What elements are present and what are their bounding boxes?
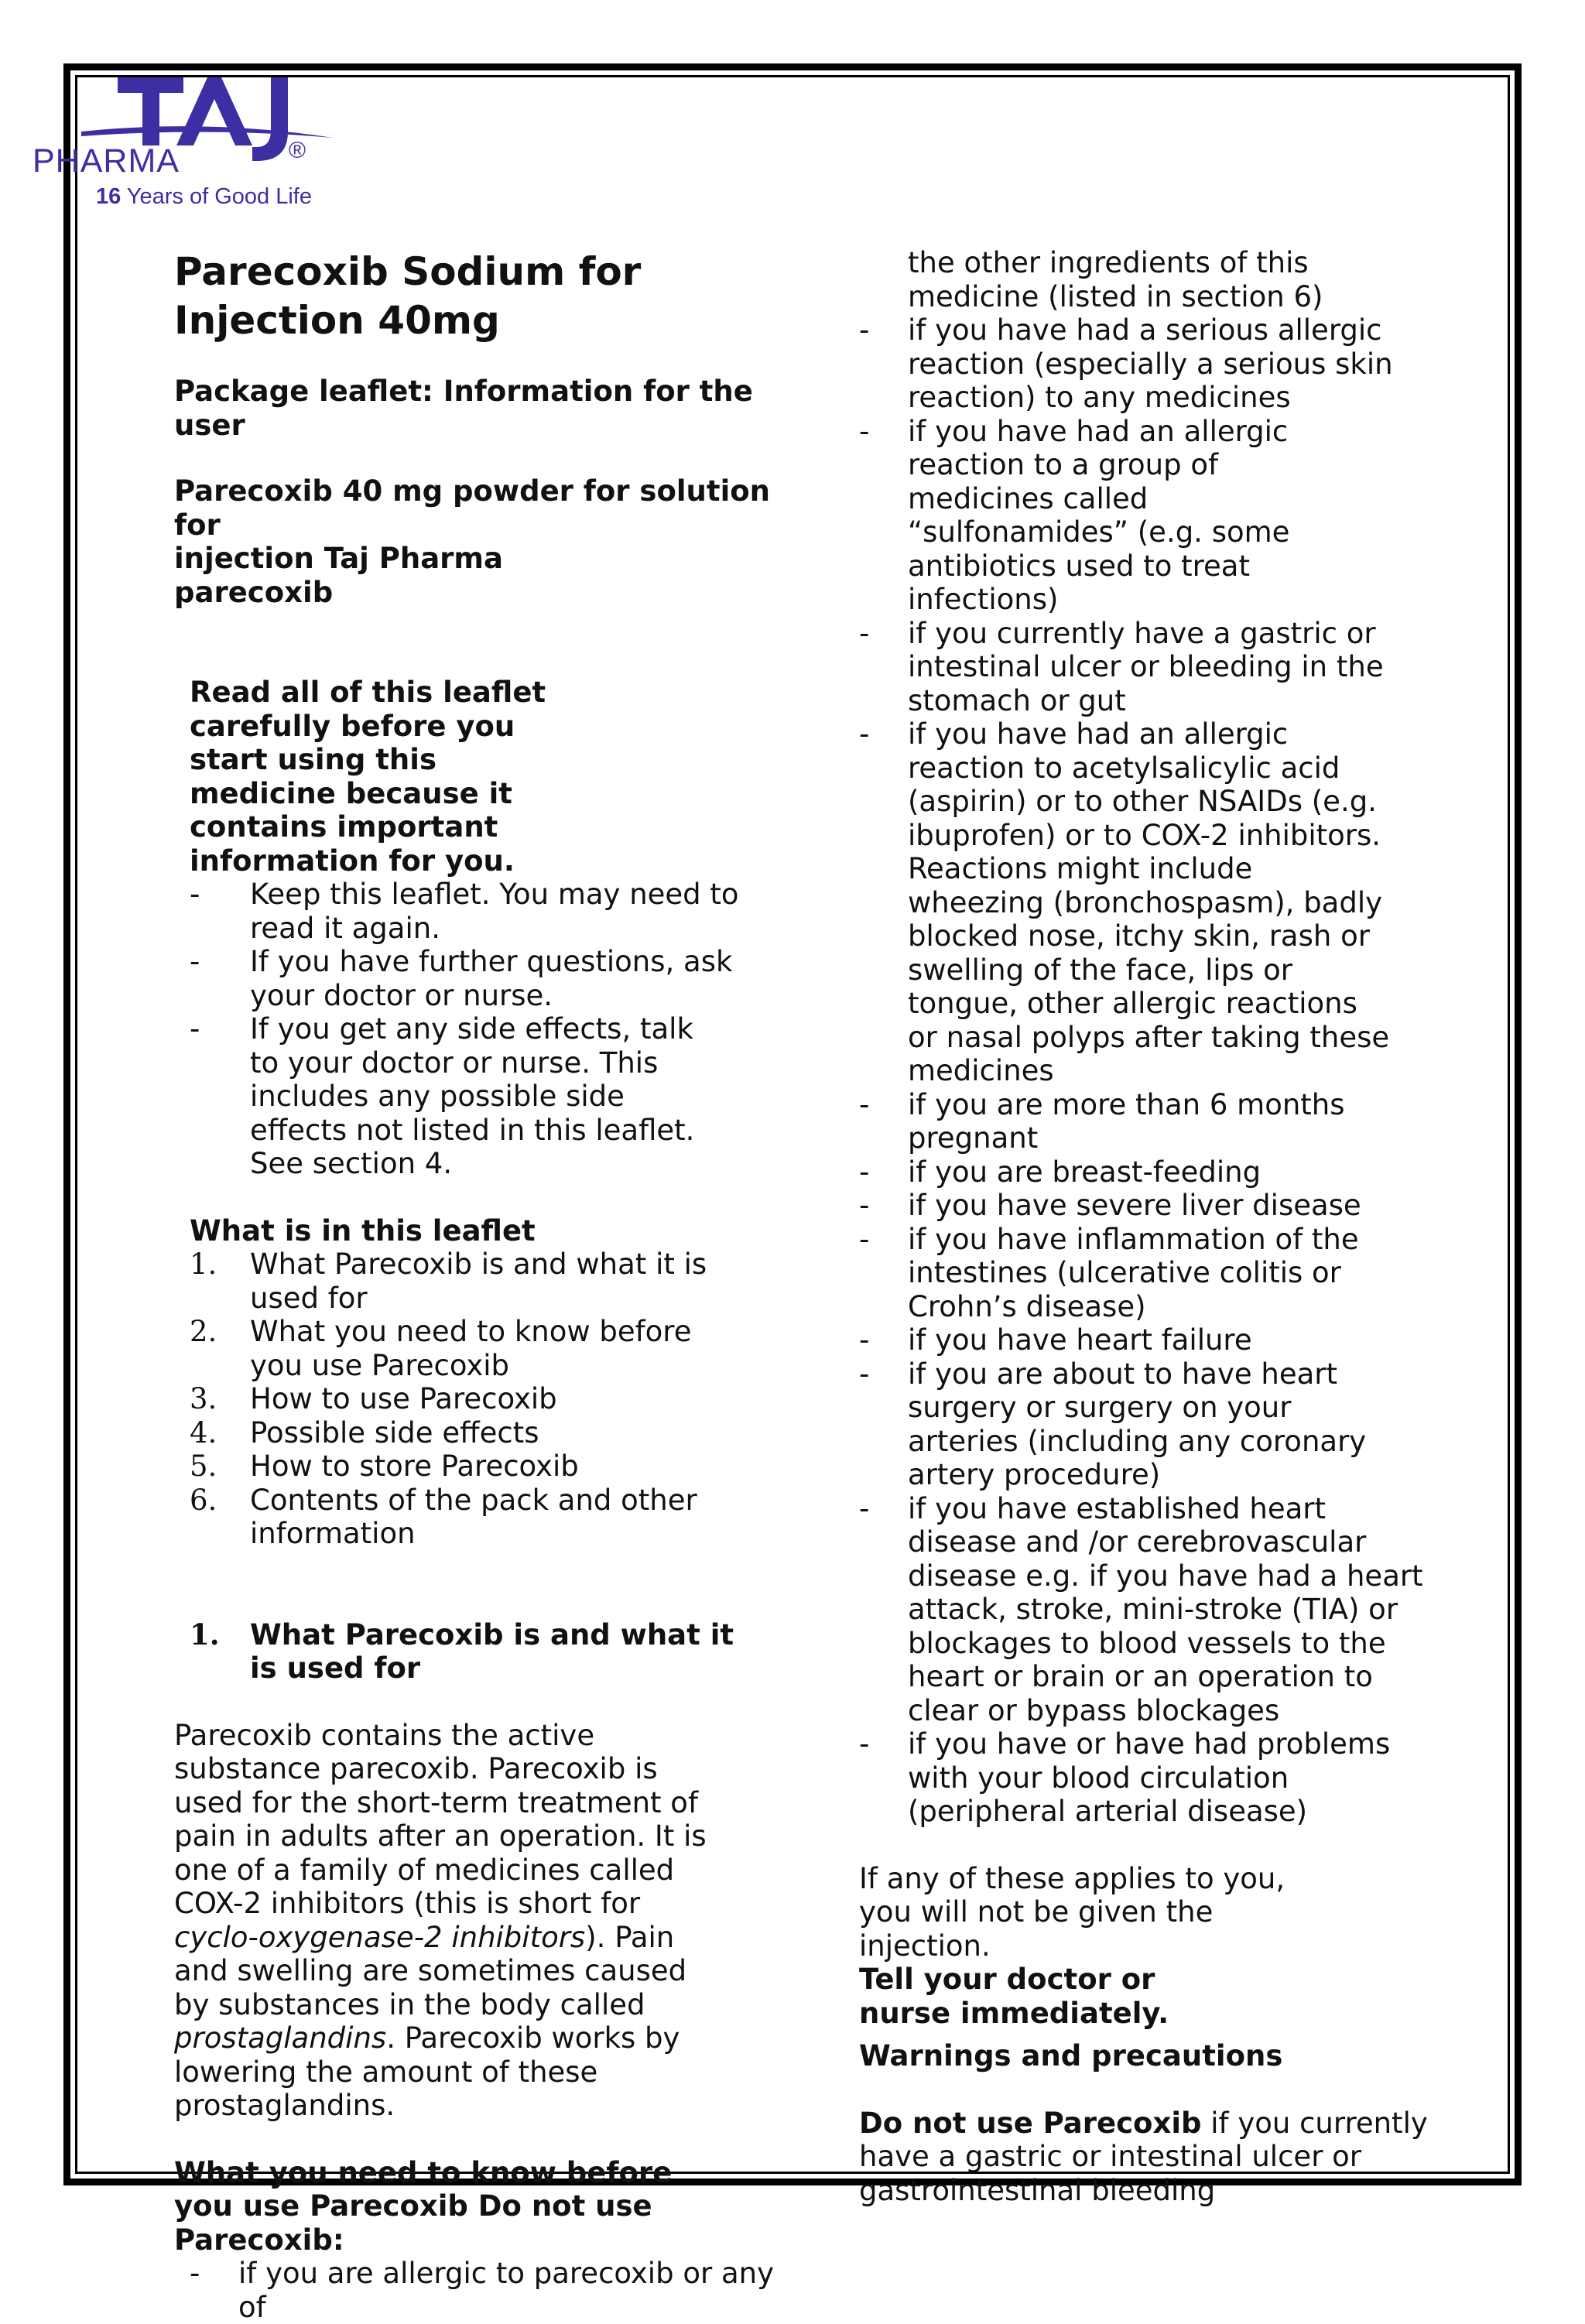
logo-wordmark: PHARMA <box>33 142 180 180</box>
list-item: - if you currently have a gastric or intestinal ulcer or bleeding in the stomach or gut <box>859 616 1384 717</box>
tell-doctor-text: Tell your doctor or nurse immediately. <box>859 1963 1169 2030</box>
product-name-line3: parecoxib <box>174 575 334 609</box>
applies-text: If any of these applies to you, you will not be given the injection. <box>859 1861 1285 1963</box>
read-leaflet-list <box>174 878 762 1181</box>
warnings-paragraph: Do not use Parecoxib if you currently have a gastric or intestinal ulcer or gastrointestinal bleeding <box>859 2106 1428 2207</box>
document-title: Parecoxib Sodium for Injection 40mg <box>174 249 642 343</box>
do-not-use-list-start <box>174 2257 778 2324</box>
list-item: - if you have heart failure <box>859 1323 1252 1357</box>
section-1-heading: 1. What Parecoxib is and what it is used for <box>190 1617 734 1685</box>
list-item: - if you have inflammation of the intestines (ulcerative colitis or Crohn’s disease) <box>859 1222 1359 1323</box>
logo-tagline: 16 Years of Good Life <box>96 184 312 209</box>
list-item: - Keep this leaflet. You may need to read it again. <box>190 878 739 945</box>
section-2-heading: What you need to know before you use Parecoxib Do not use Parecoxib: <box>174 2155 673 2257</box>
list-item: - If you get any side effects, talk to your doctor or nurse. This includes any possible side effects not listed in this leaflet. See section 4. <box>190 1012 695 1180</box>
list-item: - if you have severe liver disease <box>859 1189 1361 1222</box>
list-item: - if you are allergic to parecoxib or any of <box>190 2257 774 2324</box>
list-item: - if you have had an allergic reaction to a group of medicines called “sulfonamides” (e.g. some antibiotics used to treat infections) <box>859 414 1290 616</box>
leaflet-subtitle: Package leaflet: Information for the user <box>174 375 753 442</box>
read-leaflet-heading: Read all of this leaflet carefully before you start using this medicine because it contains important information for you. <box>190 676 546 878</box>
registered-mark: ® <box>289 138 306 163</box>
contents-item-2: 2. What you need to know before you use Parecoxib <box>190 1315 692 1382</box>
contents-item-1: 1. What Parecoxib is and what it is used for <box>190 1248 707 1315</box>
contents-item-4: 4. Possible side effects <box>190 1415 539 1450</box>
product-name-line1: Parecoxib 40 mg powder for solution for <box>174 474 771 542</box>
product-name-line2: injection Taj Pharma <box>174 542 503 575</box>
list-item: - if you are more than 6 months pregnant <box>859 1087 1345 1155</box>
continued-list-text: the other ingredients of this medicine (listed in section 6) <box>908 246 1323 313</box>
contents-heading: What is in this leaflet <box>190 1213 536 1248</box>
contents-item-3: 3. How to use Parecoxib <box>190 1382 557 1415</box>
do-not-use-list <box>859 313 1455 1829</box>
contents-item-5: 5. How to store Parecoxib <box>190 1450 579 1483</box>
contents-list <box>174 1248 747 1551</box>
list-item: - If you have further questions, ask your doctor or nurse. <box>190 945 733 1012</box>
section-1-paragraph: Parecoxib contains the active substance parecoxib. Parecoxib is used for the short-term treatment of pain in adults after an operation. It is one of a family of medicines called COX-2 inhibitors (this is short for cyclo-oxygenase-2 inhibitors). Pain and swelling are sometimes caused by substances in the body called prostaglandins. Parecoxib works by lowering the amount of these prostaglandins. <box>174 1718 707 2122</box>
list-item: - if you have established heart disease and /or cerebrovascular disease e.g. if you have had a heart attack, stroke, mini-stroke (TIA) or blockages to blood vessels to the heart or brain or an operation to clear or bypass blockages <box>859 1491 1423 1727</box>
list-item: - if you are about to have heart surgery or surgery on your arteries (including any coronary artery procedure) <box>859 1357 1367 1491</box>
list-item: - if you have had an allergic reaction to acetylsalicylic acid (aspirin) or to other NSAIDs (e.g. ibuprofen) or to COX-2 inhibitors. Reactions might include wheezing (bronchospasm), badly blocked nose, itchy skin, rash or swelling of the face, lips or tongue, other allergic reactions or nasal polyps after taking these medicines <box>859 717 1390 1087</box>
left-column <box>174 248 778 2324</box>
warnings-heading: Warnings and precautions <box>859 2039 1283 2072</box>
contents-item-6: 6. Contents of the pack and other information <box>190 1483 697 1550</box>
list-item: - if you are breast-feeding <box>859 1155 1261 1189</box>
list-item: - if you have had a serious allergic reaction (especially a serious skin reaction) to any medicines <box>859 313 1393 414</box>
right-column <box>859 246 1447 2207</box>
list-item: - if you have or have had problems with your blood circulation (peripheral arterial disease) <box>859 1727 1391 1828</box>
